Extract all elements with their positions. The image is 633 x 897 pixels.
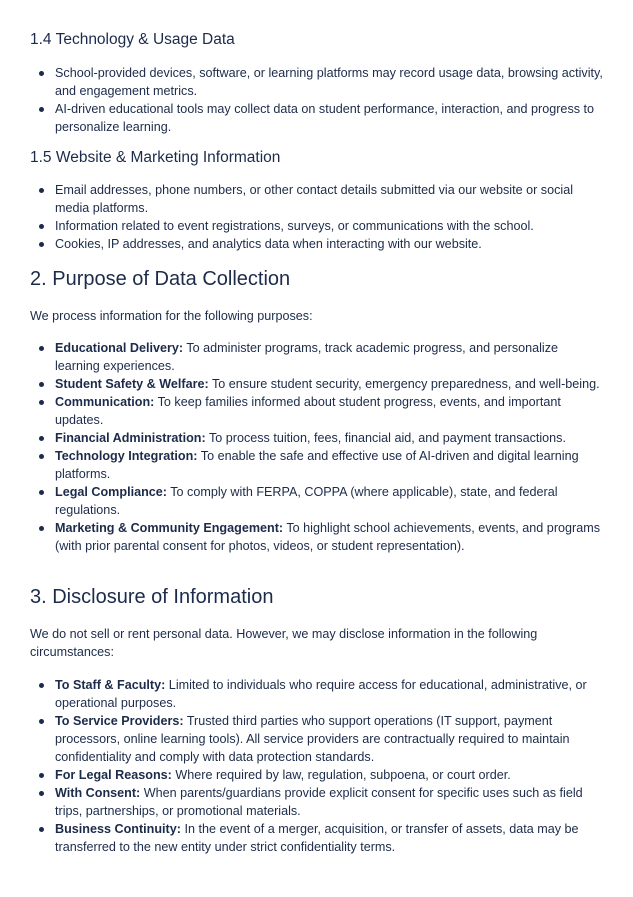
list-item-text: To ensure student security, emergency preparedness, and well-being.: [208, 377, 600, 391]
list-item: [30, 447, 605, 483]
section-3-heading: 3. Disclosure of Information: [30, 586, 274, 608]
section-1-5-heading: 1.5 Website & Marketing Information: [30, 149, 281, 166]
list-item: [30, 676, 605, 712]
section-1-5-list: [30, 181, 605, 253]
list-item-text: Limited to individuals who require access for educational, administrative, or operational purposes.: [55, 678, 587, 710]
list-item-term: Educational Delivery:: [55, 341, 184, 355]
list-item: [30, 339, 605, 375]
list-item-text: To process tuition, fees, financial aid, and payment transactions.: [205, 431, 566, 445]
list-item: [30, 712, 605, 766]
list-item-text: Trusted third parties who support operations (IT support, payment processors, online learning tools). All service providers are contractually required to maintain confidentiality and comply with data protection standards.: [55, 714, 570, 764]
list-item-text: To highlight school achievements, events, and programs (with prior parental consent for photos, videos, or student representation).: [55, 521, 601, 553]
list-item-term: To Staff & Faculty:: [55, 678, 166, 692]
list-item: Cookies, IP addresses, and analytics data when interacting with our website.: [30, 235, 605, 253]
list-item: Email addresses, phone numbers, or other contact details submitted via our website or social media platforms.: [30, 181, 605, 217]
list-item: Information related to event registrations, surveys, or communications with the school.: [30, 217, 605, 235]
list-item-text: To keep families informed about student progress, events, and important updates.: [55, 395, 561, 427]
list-item-term: To Service Providers:: [55, 714, 184, 728]
list-item-term: Business Continuity:: [55, 822, 181, 836]
section-2-heading: 2. Purpose of Data Collection: [30, 268, 291, 290]
list-item: [30, 766, 605, 784]
list-item-text: To enable the safe and effective use of AI-driven and digital learning platforms.: [55, 449, 579, 481]
list-item-term: With Consent:: [55, 786, 141, 800]
list-item-text: Where required by law, regulation, subpoena, or court order.: [171, 768, 511, 782]
list-item: [30, 784, 605, 820]
list-item-text: To administer programs, track academic progress, and personalize learning experiences.: [55, 341, 559, 373]
list-item: [30, 393, 605, 429]
section-3-list: [30, 676, 605, 856]
section-2-list: [30, 339, 605, 555]
list-item: [30, 519, 605, 555]
list-item-term: Legal Compliance:: [55, 485, 167, 499]
list-item-term: Financial Administration:: [55, 431, 206, 445]
list-item: AI-driven educational tools may collect data on student performance, interaction, and progress to personalize learning.: [30, 100, 605, 136]
list-item-text: To comply with FERPA, COPPA (where applicable), state, and federal regulations.: [55, 485, 558, 517]
list-item-term: Marketing & Community Engagement:: [55, 521, 284, 535]
list-item: [30, 429, 605, 447]
list-item: [30, 820, 605, 856]
section-3-intro: We do not sell or rent personal data. However, we may disclose information in the following circumstances:: [30, 627, 538, 659]
list-item: [30, 483, 605, 519]
list-item-term: Technology Integration:: [55, 449, 198, 463]
list-item: School-provided devices, software, or learning platforms may record usage data, browsing activity, and engagement metrics.: [30, 64, 605, 100]
list-item-text: In the event of a merger, acquisition, or transfer of assets, data may be transferred to the new entity under strict confidentiality terms.: [55, 822, 579, 854]
list-item-term: For Legal Reasons:: [55, 768, 172, 782]
list-item: [30, 375, 605, 393]
list-item-term: Student Safety & Welfare:: [55, 377, 209, 391]
list-item-term: Communication:: [55, 395, 155, 409]
section-2-intro: We process information for the following purposes:: [30, 309, 313, 323]
section-1-4-heading: 1.4 Technology & Usage Data: [30, 31, 235, 48]
section-1-4-list: [30, 64, 605, 136]
list-item-text: When parents/guardians provide explicit consent for specific uses such as field trips, partnerships, or promotional materials.: [55, 786, 583, 818]
